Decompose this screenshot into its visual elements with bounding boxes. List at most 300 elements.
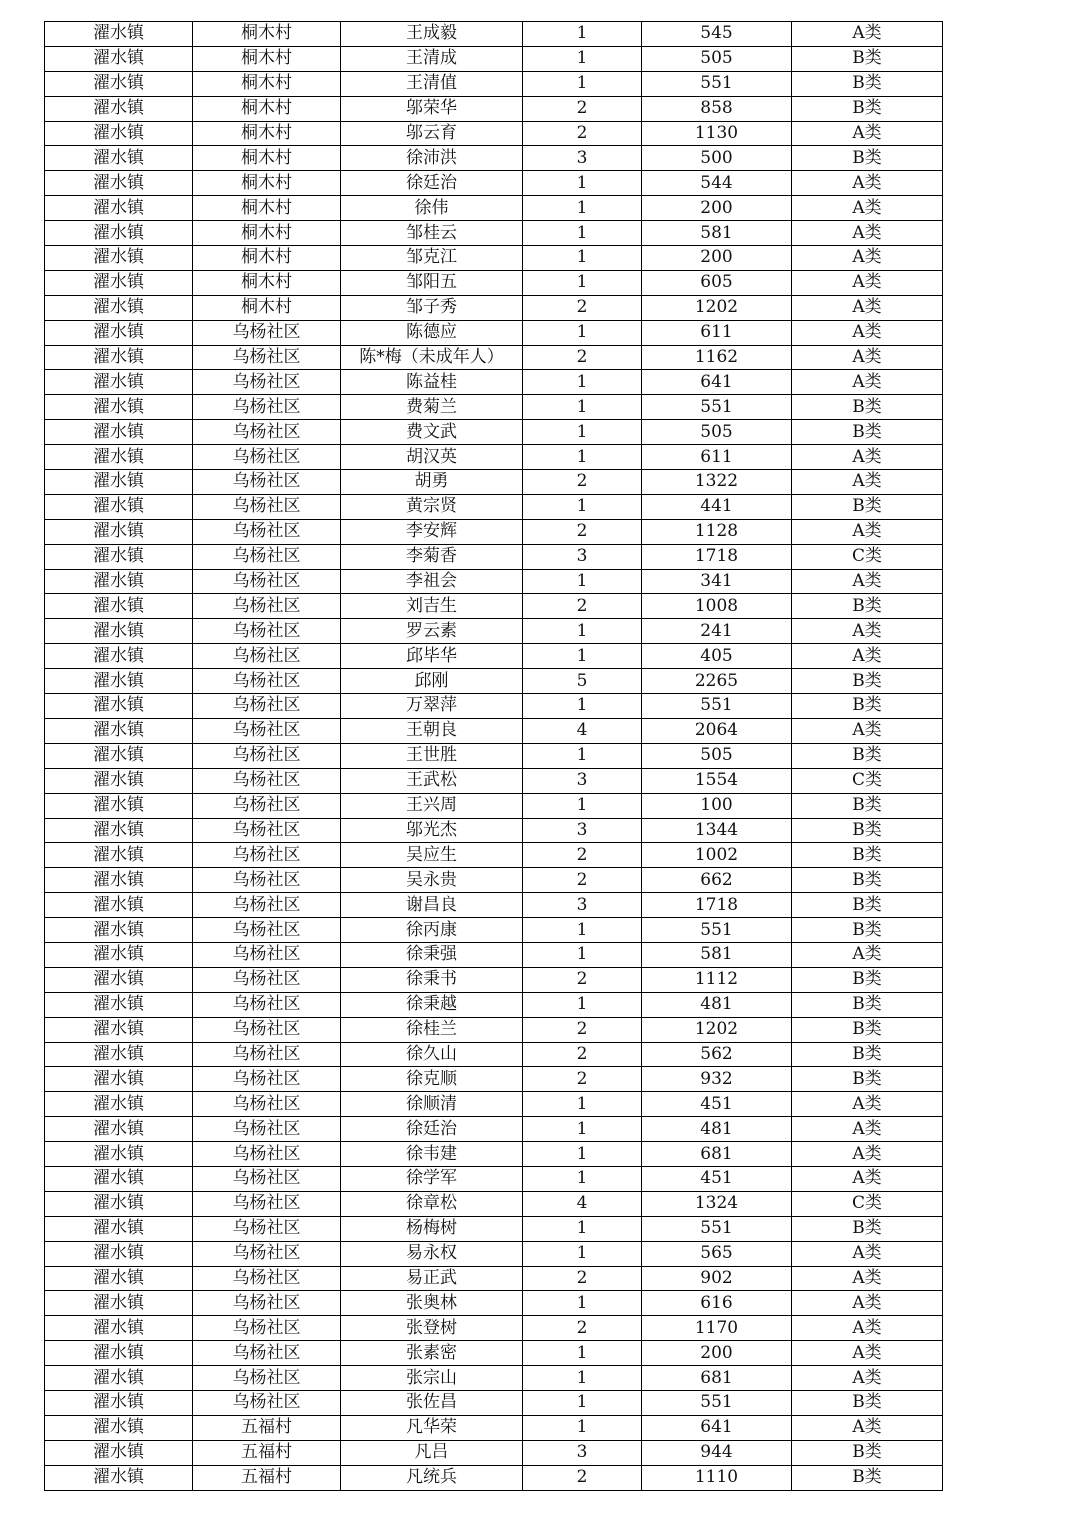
category-cell: B类 — [792, 669, 943, 694]
amount-cell: 451 — [642, 1166, 792, 1191]
category-cell: A类 — [792, 22, 943, 47]
household-size-cell: 2 — [523, 1465, 642, 1490]
category-cell: B类 — [792, 420, 943, 445]
town-cell: 濯水镇 — [45, 519, 193, 544]
household-size-cell: 1 — [523, 1415, 642, 1440]
amount-cell: 200 — [642, 1341, 792, 1366]
table-row — [45, 644, 943, 669]
town-cell: 濯水镇 — [45, 594, 193, 619]
household-size-cell: 2 — [523, 1266, 642, 1291]
name-cell: 吴应生 — [341, 843, 523, 868]
amount-cell: 551 — [642, 1390, 792, 1415]
town-cell: 濯水镇 — [45, 893, 193, 918]
household-size-cell: 1 — [523, 569, 642, 594]
village-cell: 乌杨社区 — [193, 1316, 341, 1341]
name-cell: 黄宗贤 — [341, 494, 523, 519]
town-cell: 濯水镇 — [45, 395, 193, 420]
village-cell: 乌杨社区 — [193, 1390, 341, 1415]
town-cell: 濯水镇 — [45, 1366, 193, 1391]
household-size-cell: 3 — [523, 1440, 642, 1465]
name-cell: 张佐昌 — [341, 1390, 523, 1415]
household-size-cell: 1 — [523, 1142, 642, 1167]
category-cell: B类 — [792, 1440, 943, 1465]
table-row — [45, 743, 943, 768]
category-cell: A类 — [792, 445, 943, 470]
name-cell: 张奥林 — [341, 1291, 523, 1316]
amount-cell: 932 — [642, 1067, 792, 1092]
table-row — [45, 1191, 943, 1216]
name-cell: 王清成 — [341, 46, 523, 71]
amount-cell: 605 — [642, 270, 792, 295]
town-cell: 濯水镇 — [45, 1465, 193, 1490]
name-cell: 费文武 — [341, 420, 523, 445]
amount-cell: 551 — [642, 1216, 792, 1241]
category-cell: A类 — [792, 270, 943, 295]
village-cell: 乌杨社区 — [193, 694, 341, 719]
table-row — [45, 1366, 943, 1391]
category-cell: A类 — [792, 1366, 943, 1391]
category-cell: B类 — [792, 494, 943, 519]
table-row — [45, 71, 943, 96]
amount-cell: 1202 — [642, 295, 792, 320]
name-cell: 王朝良 — [341, 718, 523, 743]
amount-cell: 200 — [642, 246, 792, 271]
household-size-cell: 1 — [523, 1166, 642, 1191]
category-cell: B类 — [792, 1067, 943, 1092]
category-cell: B类 — [792, 46, 943, 71]
table-row — [45, 868, 943, 893]
category-cell: A类 — [792, 569, 943, 594]
household-size-cell: 2 — [523, 967, 642, 992]
table-row — [45, 967, 943, 992]
name-cell: 徐秉越 — [341, 992, 523, 1017]
household-size-cell: 2 — [523, 594, 642, 619]
name-cell: 易正武 — [341, 1266, 523, 1291]
village-cell: 五福村 — [193, 1465, 341, 1490]
name-cell: 张宗山 — [341, 1366, 523, 1391]
town-cell: 濯水镇 — [45, 445, 193, 470]
amount-cell: 1008 — [642, 594, 792, 619]
household-size-cell: 1 — [523, 1216, 642, 1241]
household-size-cell: 1 — [523, 644, 642, 669]
category-cell: A类 — [792, 221, 943, 246]
amount-cell: 1344 — [642, 818, 792, 843]
town-cell: 濯水镇 — [45, 1142, 193, 1167]
category-cell: B类 — [792, 1465, 943, 1490]
amount-cell: 1110 — [642, 1465, 792, 1490]
table-row — [45, 992, 943, 1017]
town-cell: 濯水镇 — [45, 942, 193, 967]
village-cell: 乌杨社区 — [193, 768, 341, 793]
village-cell: 桐木村 — [193, 46, 341, 71]
table-row — [45, 594, 943, 619]
village-cell: 乌杨社区 — [193, 793, 341, 818]
table-row — [45, 1440, 943, 1465]
amount-cell: 505 — [642, 743, 792, 768]
table-row — [45, 370, 943, 395]
village-cell: 乌杨社区 — [193, 843, 341, 868]
town-cell: 濯水镇 — [45, 171, 193, 196]
household-size-cell: 1 — [523, 395, 642, 420]
village-cell: 乌杨社区 — [193, 992, 341, 1017]
town-cell: 濯水镇 — [45, 246, 193, 271]
household-size-cell: 2 — [523, 1067, 642, 1092]
name-cell: 胡勇 — [341, 470, 523, 495]
village-cell: 桐木村 — [193, 295, 341, 320]
amount-cell: 441 — [642, 494, 792, 519]
table-row — [45, 942, 943, 967]
village-cell: 乌杨社区 — [193, 1117, 341, 1142]
household-size-cell: 2 — [523, 519, 642, 544]
village-cell: 乌杨社区 — [193, 569, 341, 594]
village-cell: 乌杨社区 — [193, 669, 341, 694]
table-row — [45, 1415, 943, 1440]
amount-cell: 681 — [642, 1142, 792, 1167]
village-cell: 乌杨社区 — [193, 1191, 341, 1216]
village-cell: 桐木村 — [193, 270, 341, 295]
amount-cell: 1170 — [642, 1316, 792, 1341]
household-size-cell: 1 — [523, 918, 642, 943]
name-cell: 凡华荣 — [341, 1415, 523, 1440]
amount-cell: 858 — [642, 96, 792, 121]
town-cell: 濯水镇 — [45, 420, 193, 445]
table-row — [45, 445, 943, 470]
name-cell: 罗云素 — [341, 619, 523, 644]
category-cell: B类 — [792, 967, 943, 992]
village-cell: 乌杨社区 — [193, 1266, 341, 1291]
table-row — [45, 246, 943, 271]
category-cell: A类 — [792, 1166, 943, 1191]
amount-cell: 405 — [642, 644, 792, 669]
table-row — [45, 694, 943, 719]
household-size-cell: 2 — [523, 843, 642, 868]
town-cell: 濯水镇 — [45, 1017, 193, 1042]
village-cell: 乌杨社区 — [193, 395, 341, 420]
table-row — [45, 1241, 943, 1266]
town-cell: 濯水镇 — [45, 793, 193, 818]
name-cell: 邱刚 — [341, 669, 523, 694]
table-row — [45, 494, 943, 519]
category-cell: B类 — [792, 992, 943, 1017]
amount-cell: 641 — [642, 370, 792, 395]
village-cell: 乌杨社区 — [193, 967, 341, 992]
village-cell: 乌杨社区 — [193, 893, 341, 918]
category-cell: B类 — [792, 146, 943, 171]
amount-cell: 544 — [642, 171, 792, 196]
town-cell: 濯水镇 — [45, 295, 193, 320]
name-cell: 徐韦建 — [341, 1142, 523, 1167]
name-cell: 徐秉书 — [341, 967, 523, 992]
amount-cell: 100 — [642, 793, 792, 818]
category-cell: B类 — [792, 1042, 943, 1067]
amount-cell: 1718 — [642, 544, 792, 569]
town-cell: 濯水镇 — [45, 868, 193, 893]
table-row — [45, 121, 943, 146]
household-size-cell: 1 — [523, 1092, 642, 1117]
village-cell: 乌杨社区 — [193, 320, 341, 345]
village-cell: 乌杨社区 — [193, 1166, 341, 1191]
village-cell: 乌杨社区 — [193, 1216, 341, 1241]
name-cell: 凡吕 — [341, 1440, 523, 1465]
name-cell: 邹克江 — [341, 246, 523, 271]
town-cell: 濯水镇 — [45, 669, 193, 694]
village-cell: 乌杨社区 — [193, 1092, 341, 1117]
category-cell: C类 — [792, 544, 943, 569]
town-cell: 濯水镇 — [45, 1042, 193, 1067]
amount-cell: 1112 — [642, 967, 792, 992]
household-size-cell: 2 — [523, 1316, 642, 1341]
category-cell: A类 — [792, 1415, 943, 1440]
amount-cell: 616 — [642, 1291, 792, 1316]
table-row — [45, 1017, 943, 1042]
table-row — [45, 1067, 943, 1092]
town-cell: 濯水镇 — [45, 843, 193, 868]
town-cell: 濯水镇 — [45, 1440, 193, 1465]
amount-cell: 551 — [642, 395, 792, 420]
name-cell: 胡汉英 — [341, 445, 523, 470]
amount-cell: 1128 — [642, 519, 792, 544]
name-cell: 邬荣华 — [341, 96, 523, 121]
table-body — [45, 22, 943, 1491]
amount-cell: 662 — [642, 868, 792, 893]
category-cell: A类 — [792, 470, 943, 495]
table-row — [45, 221, 943, 246]
town-cell: 濯水镇 — [45, 221, 193, 246]
amount-cell: 562 — [642, 1042, 792, 1067]
name-cell: 王武松 — [341, 768, 523, 793]
town-cell: 濯水镇 — [45, 1266, 193, 1291]
village-cell: 桐木村 — [193, 146, 341, 171]
town-cell: 濯水镇 — [45, 1415, 193, 1440]
amount-cell: 2064 — [642, 718, 792, 743]
village-cell: 乌杨社区 — [193, 519, 341, 544]
amount-cell: 1162 — [642, 345, 792, 370]
village-cell: 乌杨社区 — [193, 918, 341, 943]
household-size-cell: 1 — [523, 743, 642, 768]
name-cell: 徐廷治 — [341, 171, 523, 196]
name-cell: 徐沛洪 — [341, 146, 523, 171]
household-size-cell: 1 — [523, 46, 642, 71]
table-row — [45, 1166, 943, 1191]
amount-cell: 1324 — [642, 1191, 792, 1216]
table-row — [45, 345, 943, 370]
category-cell: A类 — [792, 246, 943, 271]
town-cell: 濯水镇 — [45, 270, 193, 295]
category-cell: B类 — [792, 743, 943, 768]
table-row — [45, 171, 943, 196]
table-row — [45, 1117, 943, 1142]
town-cell: 濯水镇 — [45, 619, 193, 644]
village-cell: 乌杨社区 — [193, 868, 341, 893]
village-cell: 乌杨社区 — [193, 470, 341, 495]
name-cell: 邹子秀 — [341, 295, 523, 320]
table-row — [45, 22, 943, 47]
village-cell: 乌杨社区 — [193, 1142, 341, 1167]
table-row — [45, 893, 943, 918]
village-cell: 桐木村 — [193, 246, 341, 271]
village-cell: 乌杨社区 — [193, 594, 341, 619]
household-size-cell: 1 — [523, 1291, 642, 1316]
name-cell: 吴永贵 — [341, 868, 523, 893]
category-cell: A类 — [792, 942, 943, 967]
village-cell: 乌杨社区 — [193, 370, 341, 395]
household-size-cell: 2 — [523, 1017, 642, 1042]
table-row — [45, 295, 943, 320]
town-cell: 濯水镇 — [45, 345, 193, 370]
table-row — [45, 793, 943, 818]
table-row — [45, 320, 943, 345]
table-row — [45, 420, 943, 445]
name-cell: 徐桂兰 — [341, 1017, 523, 1042]
category-cell: B类 — [792, 843, 943, 868]
household-size-cell: 1 — [523, 1341, 642, 1366]
category-cell: A类 — [792, 1266, 943, 1291]
amount-cell: 611 — [642, 320, 792, 345]
household-size-cell: 4 — [523, 1191, 642, 1216]
town-cell: 濯水镇 — [45, 196, 193, 221]
village-cell: 桐木村 — [193, 121, 341, 146]
household-size-cell: 3 — [523, 544, 642, 569]
name-cell: 王清值 — [341, 71, 523, 96]
town-cell: 濯水镇 — [45, 644, 193, 669]
village-cell: 乌杨社区 — [193, 619, 341, 644]
household-size-cell: 1 — [523, 1117, 642, 1142]
table-row — [45, 718, 943, 743]
category-cell: A类 — [792, 1142, 943, 1167]
table-row — [45, 1042, 943, 1067]
amount-cell: 611 — [642, 445, 792, 470]
name-cell: 杨梅树 — [341, 1216, 523, 1241]
household-size-cell: 1 — [523, 1241, 642, 1266]
household-size-cell: 2 — [523, 470, 642, 495]
town-cell: 濯水镇 — [45, 1341, 193, 1366]
table-row — [45, 470, 943, 495]
household-size-cell: 1 — [523, 71, 642, 96]
town-cell: 濯水镇 — [45, 121, 193, 146]
town-cell: 濯水镇 — [45, 1241, 193, 1266]
category-cell: A类 — [792, 320, 943, 345]
amount-cell: 2265 — [642, 669, 792, 694]
town-cell: 濯水镇 — [45, 992, 193, 1017]
amount-cell: 681 — [642, 1366, 792, 1391]
household-size-cell: 3 — [523, 818, 642, 843]
category-cell: C类 — [792, 768, 943, 793]
name-cell: 邹阳五 — [341, 270, 523, 295]
town-cell: 濯水镇 — [45, 1390, 193, 1415]
table-row — [45, 768, 943, 793]
name-cell: 谢昌良 — [341, 893, 523, 918]
name-cell: 王世胜 — [341, 743, 523, 768]
name-cell: 凡统兵 — [341, 1465, 523, 1490]
name-cell: 徐久山 — [341, 1042, 523, 1067]
village-cell: 乌杨社区 — [193, 718, 341, 743]
amount-cell: 551 — [642, 694, 792, 719]
town-cell: 濯水镇 — [45, 1216, 193, 1241]
amount-cell: 581 — [642, 221, 792, 246]
category-cell: B类 — [792, 918, 943, 943]
category-cell: A类 — [792, 1092, 943, 1117]
amount-cell: 551 — [642, 71, 792, 96]
amount-cell: 1718 — [642, 893, 792, 918]
town-cell: 濯水镇 — [45, 1067, 193, 1092]
category-cell: A类 — [792, 121, 943, 146]
table-row — [45, 196, 943, 221]
town-cell: 濯水镇 — [45, 470, 193, 495]
town-cell: 濯水镇 — [45, 1316, 193, 1341]
amount-cell: 641 — [642, 1415, 792, 1440]
household-size-cell: 2 — [523, 345, 642, 370]
town-cell: 濯水镇 — [45, 743, 193, 768]
name-cell: 李安辉 — [341, 519, 523, 544]
table-row — [45, 669, 943, 694]
name-cell: 邬光杰 — [341, 818, 523, 843]
name-cell: 徐学军 — [341, 1166, 523, 1191]
village-cell: 乌杨社区 — [193, 1042, 341, 1067]
category-cell: B类 — [792, 793, 943, 818]
household-size-cell: 3 — [523, 146, 642, 171]
table-row — [45, 1465, 943, 1490]
household-size-cell: 1 — [523, 619, 642, 644]
name-cell: 陈德应 — [341, 320, 523, 345]
category-cell: A类 — [792, 718, 943, 743]
town-cell: 濯水镇 — [45, 146, 193, 171]
amount-cell: 1322 — [642, 470, 792, 495]
household-size-cell: 1 — [523, 992, 642, 1017]
household-size-cell: 4 — [523, 718, 642, 743]
name-cell: 李菊香 — [341, 544, 523, 569]
town-cell: 濯水镇 — [45, 1166, 193, 1191]
household-size-cell: 3 — [523, 768, 642, 793]
town-cell: 濯水镇 — [45, 370, 193, 395]
household-size-cell: 1 — [523, 221, 642, 246]
amount-cell: 551 — [642, 918, 792, 943]
village-cell: 乌杨社区 — [193, 1241, 341, 1266]
category-cell: B类 — [792, 1216, 943, 1241]
table-row — [45, 46, 943, 71]
village-cell: 桐木村 — [193, 71, 341, 96]
name-cell: 徐丙康 — [341, 918, 523, 943]
table-row — [45, 843, 943, 868]
village-cell: 乌杨社区 — [193, 1067, 341, 1092]
amount-cell: 481 — [642, 1117, 792, 1142]
name-cell: 邹桂云 — [341, 221, 523, 246]
category-cell: A类 — [792, 196, 943, 221]
town-cell: 濯水镇 — [45, 544, 193, 569]
village-cell: 乌杨社区 — [193, 644, 341, 669]
table-row — [45, 544, 943, 569]
amount-cell: 565 — [642, 1241, 792, 1266]
category-cell: A类 — [792, 619, 943, 644]
household-size-cell: 1 — [523, 1390, 642, 1415]
name-cell: 徐伟 — [341, 196, 523, 221]
category-cell: A类 — [792, 1341, 943, 1366]
town-cell: 濯水镇 — [45, 1191, 193, 1216]
table-row — [45, 146, 943, 171]
village-cell: 桐木村 — [193, 22, 341, 47]
amount-cell: 200 — [642, 196, 792, 221]
category-cell: B类 — [792, 96, 943, 121]
category-cell: A类 — [792, 644, 943, 669]
amount-cell: 451 — [642, 1092, 792, 1117]
household-size-cell: 3 — [523, 893, 642, 918]
town-cell: 濯水镇 — [45, 1092, 193, 1117]
household-size-cell: 2 — [523, 868, 642, 893]
name-cell: 李祖会 — [341, 569, 523, 594]
category-cell: B类 — [792, 1017, 943, 1042]
amount-cell: 341 — [642, 569, 792, 594]
category-cell: B类 — [792, 868, 943, 893]
name-cell: 徐章松 — [341, 1191, 523, 1216]
